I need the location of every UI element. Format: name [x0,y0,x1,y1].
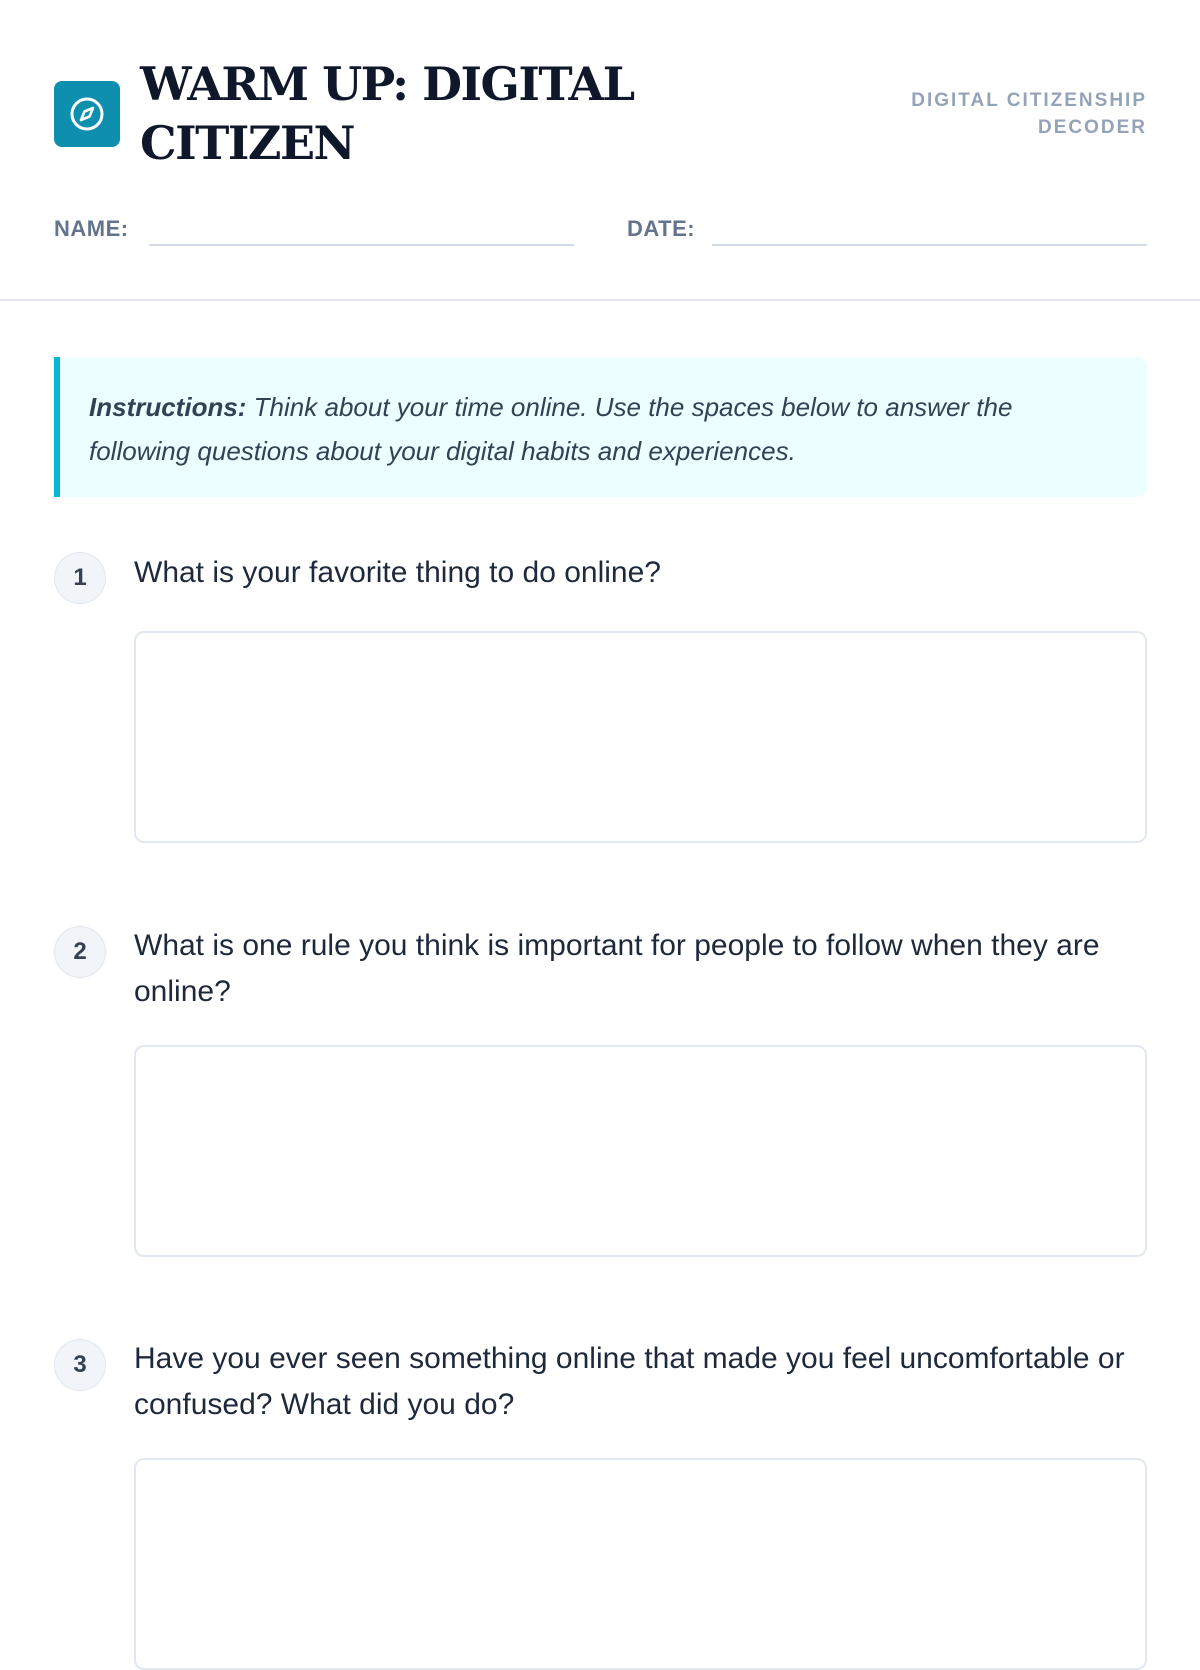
question-text: Have you ever seen something online that made you feel uncomfortable or confused? What did you do? [134,1342,1125,1421]
instructions-text: Think about your time online. Use the spaces below to answer the following questions about your digital habits and experiences. [89,392,1013,466]
date-label: DATE: [627,216,696,241]
question-text: What is one rule you think is important for people to follow when they are online? [134,929,1100,1008]
answer-box[interactable] [134,1045,1147,1257]
worksheet-header [0,0,1200,301]
answer-box[interactable] [134,631,1147,843]
instructions-lead: Instructions: [89,392,247,422]
question-text: What is your favorite thing to do online? [134,556,661,589]
date-field[interactable] [712,244,1147,246]
question-number-badge: 1 [54,552,106,604]
name-label: NAME: [54,216,129,241]
name-field[interactable] [149,244,574,246]
page-title: WARM UP: DIGITAL CITIZEN [140,57,634,170]
question-number-badge: 2 [54,926,106,978]
subject-label: DIGITAL CITIZENSHIP DECODER [911,90,1147,138]
question-number-badge: 3 [54,1339,106,1391]
instructions-callout [54,357,1147,497]
logo-badge [54,81,120,147]
answer-box[interactable] [134,1458,1147,1670]
